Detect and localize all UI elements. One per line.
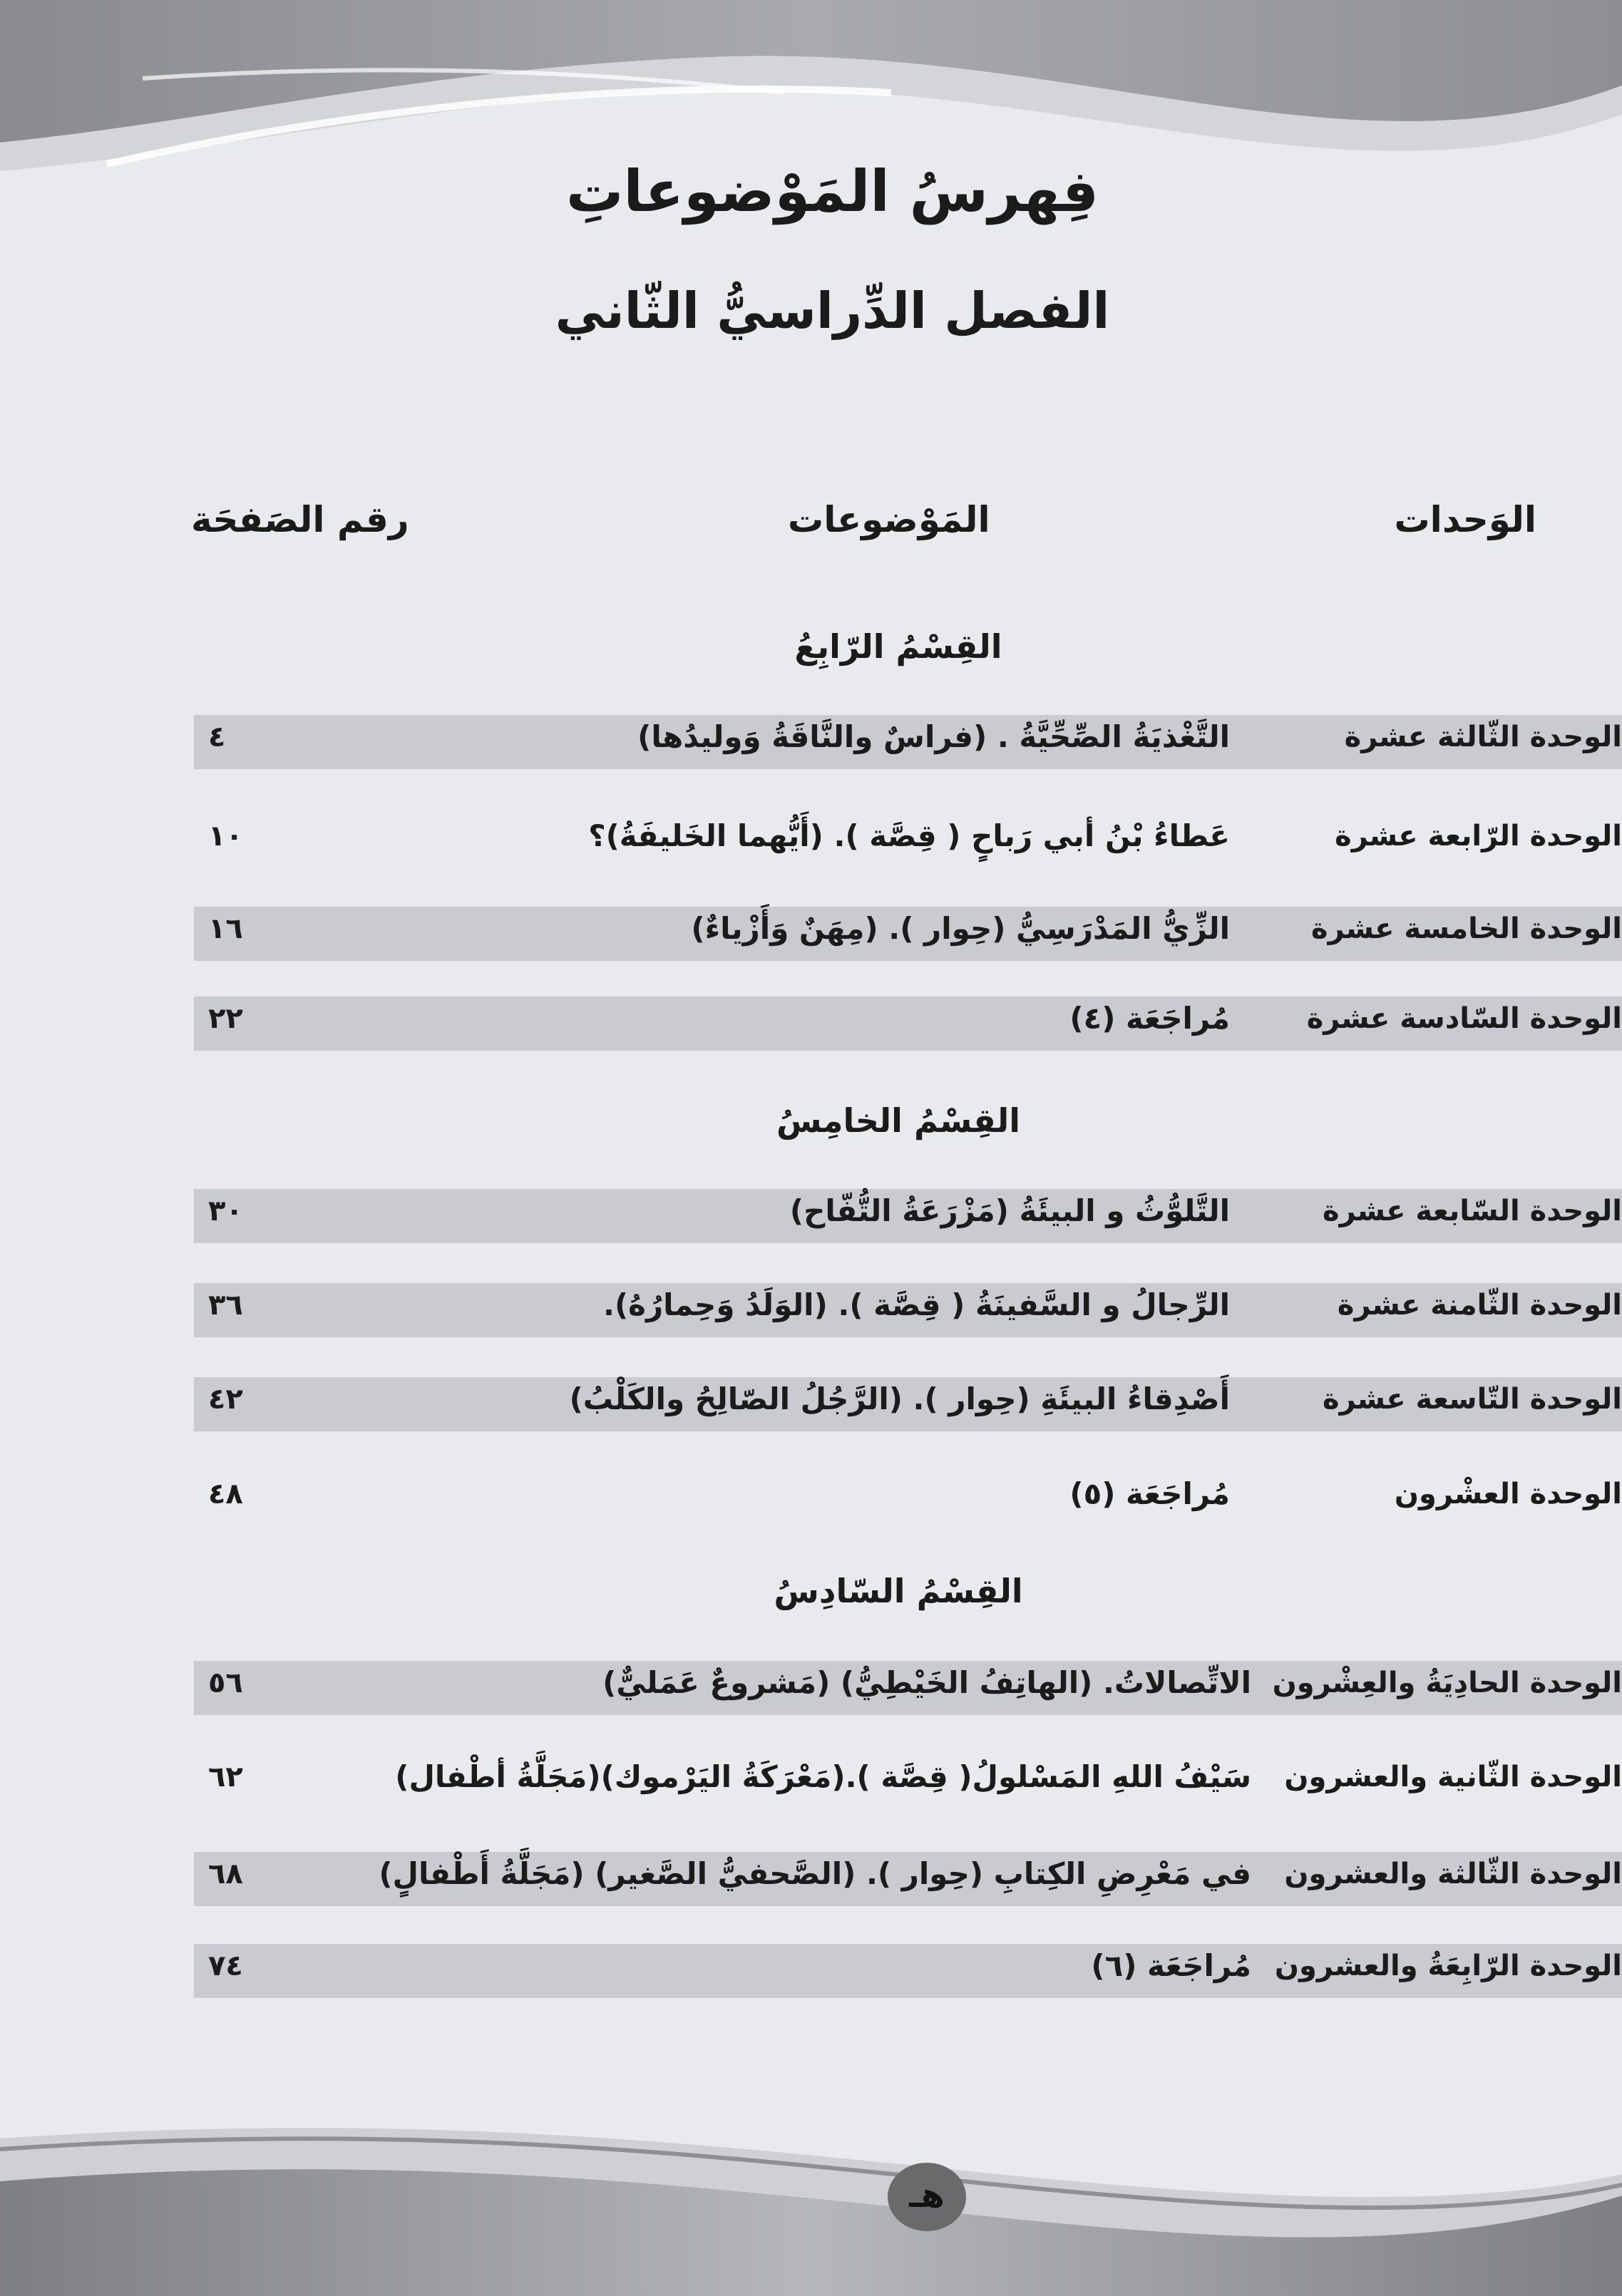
toc-row[interactable] [194,1755,1622,1809]
section-heading-4: القِسْمُ الرّابِعُ [794,627,1002,666]
topic-label: مُراجَعَة (٦) [1091,1948,1251,1983]
topic-label: في مَعْرِضِ الكِتابِ (حِوار ). (الصَّحفيُّ الصَّغير) (مَجَلَّةُ أَطْفالٍ) [379,1856,1251,1891]
page-number: ٣٦ [208,1289,243,1322]
toc-row[interactable] [194,997,1622,1051]
header-units: الوَحدات [1394,499,1536,540]
semester-title: الفصل الدِّراسيُّ الثّاني [555,282,1110,340]
unit-label: الوحدة السّابعة عشرة [1322,1195,1622,1227]
header-page-number: رقم الصَفحَة [191,499,409,540]
unit-label: الوحدة الخامسة عشرة [1310,912,1622,945]
unit-label: الوحدة الثّامنة عشرة [1337,1289,1622,1322]
topic-label: الاتِّصالاتُ. (الهاتِفُ الخَيْطِيُّ) (مَشروعٌ عَمَليٌّ) [602,1665,1251,1700]
toc-row[interactable] [194,1661,1622,1715]
page-number: ١٠ [208,820,243,853]
topic-label: عَطاءُ بْنُ أبي رَباحٍ ( قِصَّة ). (أَيُّهما الخَليفَةُ)؟ [588,818,1230,853]
section-heading-5: القِسْمُ الخامِسُ [776,1101,1020,1140]
unit-label: الوحدة السّادسة عشرة [1306,1002,1622,1035]
unit-label: الوحدة الثّالثة والعشرون [1284,1858,1622,1890]
page-number: ٣٠ [208,1195,243,1227]
toc-row[interactable] [194,1377,1622,1431]
section-heading-6: القِسْمُ السّادِسُ [774,1572,1023,1610]
topic-label: أَصْدِقاءُ البيئَةِ (حِوار ). (الرَّجُلُ الصّالِحُ والكَلْبُ) [569,1381,1230,1416]
topic-label: الرِّجالُ و السَّفينَةُ ( قِصَّة ). (الوَلَدُ وَحِمارُهُ). [603,1287,1230,1322]
page-number: ٢٢ [208,1002,243,1035]
topic-label: الزِّيُّ المَدْرَسِيُّ (حِوار ). (مِهَنٌ وَأَزْياءٌ) [691,911,1230,946]
unit-label: الوحدة الحادِيَةُ والعِشْرون [1272,1667,1622,1699]
page-number: ٤ [208,721,226,753]
unit-label: الوحدة الثّالثة عشرة [1344,721,1622,753]
topic-label: التَّغْذيَةُ الصِّحِّيَّةُ . (فراسٌ والنَّاقَةُ وَوليدُها) [637,719,1230,754]
unit-label: الوحدة الرّابعة عشرة [1335,820,1622,853]
unit-label: الوحدة التّاسعة عشرة [1323,1383,1622,1416]
topic-label: التَّلوُّثُ و البيئَةُ (مَزْرَعَةُ التُّفّاح) [789,1193,1230,1228]
toc-row[interactable] [194,1189,1622,1243]
page-number: ٥٦ [208,1667,243,1699]
toc-row[interactable] [194,1283,1622,1337]
page-number: ٦٨ [208,1858,243,1890]
toc-row[interactable] [194,1472,1622,1526]
page-number: ٧٤ [208,1950,243,1982]
page-number: ٤٨ [208,1478,243,1510]
unit-label: الوحدة العشْرون [1394,1478,1622,1510]
page-number-badge: هـ [888,2163,966,2231]
page-number: ٦٢ [208,1761,243,1793]
page-number: ٤٢ [208,1383,243,1416]
toc-row[interactable] [194,1852,1622,1906]
unit-label: الوحدة الثّانية والعشرون [1284,1761,1622,1793]
topic-label: مُراجَعَة (٤) [1069,1001,1230,1036]
toc-row[interactable] [194,715,1622,769]
toc-row[interactable] [194,1944,1622,1998]
header-topics: المَوْضوعات [788,499,990,540]
toc-row[interactable] [194,814,1622,868]
topic-label: مُراجَعَة (٥) [1069,1476,1230,1511]
page-title: فِهرسُ المَوْضوعاتِ [566,158,1099,225]
page-number: ١٦ [208,912,243,945]
unit-label: الوحدة الرّابِعَةُ والعشرون [1274,1950,1622,1982]
toc-row[interactable] [194,907,1622,961]
topic-label: سَيْفُ اللهِ المَسْلولُ( قِصَّة ).(مَعْرَكَةُ اليَرْموك)(مَجَلَّةُ أطْفال) [395,1759,1251,1794]
